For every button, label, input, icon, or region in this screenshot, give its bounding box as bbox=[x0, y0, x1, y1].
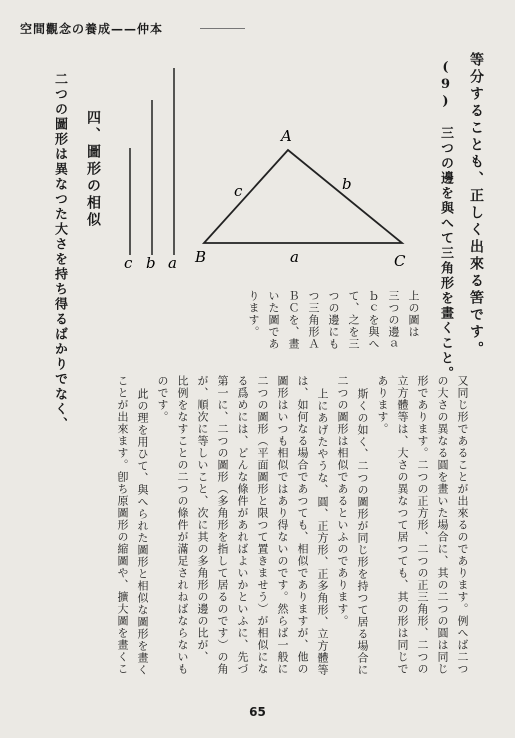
figure-text-line-6: つ三角形Ａ bbox=[307, 290, 320, 350]
body-line-9: は、如何なる場合であつても、相似でありますが、他の bbox=[296, 375, 309, 675]
figure-text-line-1: 上の圖は bbox=[407, 290, 420, 338]
segment-a-label: a bbox=[168, 254, 177, 272]
section-heading: 四、圖形の相似 bbox=[85, 110, 101, 229]
side-a-label: a bbox=[290, 248, 299, 266]
segment-c-label: c bbox=[124, 254, 133, 272]
side-b-label: b bbox=[342, 175, 352, 193]
body-line-6: 斯くの如く、二つの圖形が同じ形を持つて居る場合に bbox=[356, 388, 369, 676]
body-line-5: あります。 bbox=[376, 375, 389, 435]
body-line-11: 二つの圖形（平面圖形と限つて置きませう）が相似にな bbox=[256, 375, 269, 675]
vertex-c-label: C bbox=[394, 252, 406, 270]
figure-text-line-8: いた圖であ bbox=[267, 290, 280, 350]
body-line-1: 又同じ形であることが出來るのであります。例へば二つ bbox=[456, 375, 469, 675]
top-text-line-1: 等分することも、正しく出來る筈です。 bbox=[468, 52, 484, 358]
vertex-a-label: A bbox=[281, 127, 292, 145]
body-line-7: 二つの圖形は相似であるといふのであります。 bbox=[336, 375, 349, 627]
figure-text-line-3: ｂｃを與へ bbox=[367, 290, 380, 350]
figure-text-line-9: ります。 bbox=[247, 290, 260, 338]
body-line-8: 上にあげたやうな、圓、正方形、正多角形、立方體等 bbox=[316, 388, 329, 676]
body-line-17: 此の理を用ひて、與へられた圖形と相似な圖形を畫く bbox=[136, 388, 149, 676]
body-line-16: のです。 bbox=[156, 375, 169, 423]
figure-text-line-5: つの邊にも bbox=[327, 290, 340, 350]
body-line-18: ことが出來ます。卽ち原圖形の縮圖や、擴大圖を畫くこ bbox=[116, 375, 129, 675]
top-text-line-2: (9) 三つの邊を與へて三角形を畫くこと。 bbox=[438, 60, 453, 381]
page-number: 65 bbox=[249, 705, 266, 719]
body-line-2: の大さの異なる圓を畫いた場合に、其の二つの圓は同じ bbox=[436, 375, 449, 675]
body-line-10: 圖形はいつも相似ではあり得ないのです。然らば一般に bbox=[276, 375, 289, 675]
body-line-13: 第一に、二つの圖形（多角形を指して居るのです）の角 bbox=[216, 375, 229, 675]
section-line-1: 二つの圖形は異なつた大さを持ち得るばかりでなく、 bbox=[52, 72, 67, 432]
body-line-3: 形であります。二つの正方形、二つの正三角形、二つの bbox=[416, 375, 429, 675]
side-c-label: c bbox=[234, 182, 243, 200]
figure-text-line-4: て、之を三 bbox=[347, 290, 360, 350]
body-line-4: 立方體等は、大さの異なつて居つても、其の形は同じで bbox=[396, 375, 409, 675]
body-line-15: 比例をなすことの二つの條件が滿足されねばならないも bbox=[176, 375, 189, 675]
vertex-b-label: B bbox=[195, 248, 207, 266]
figure-text-line-7: ＢＣを、畫 bbox=[287, 290, 300, 350]
figure-text-line-2: 三つの邊ａ bbox=[387, 290, 400, 350]
segment-b-label: b bbox=[146, 254, 156, 272]
running-header: 空間觀念の養成——仲本 bbox=[20, 22, 164, 36]
body-line-12: る爲めには、どんな條件があればよいかといふに、先づ bbox=[236, 375, 249, 675]
body-line-14: が、順次に等しいこと、次に其の多角形の邊の比が、 bbox=[196, 375, 209, 663]
